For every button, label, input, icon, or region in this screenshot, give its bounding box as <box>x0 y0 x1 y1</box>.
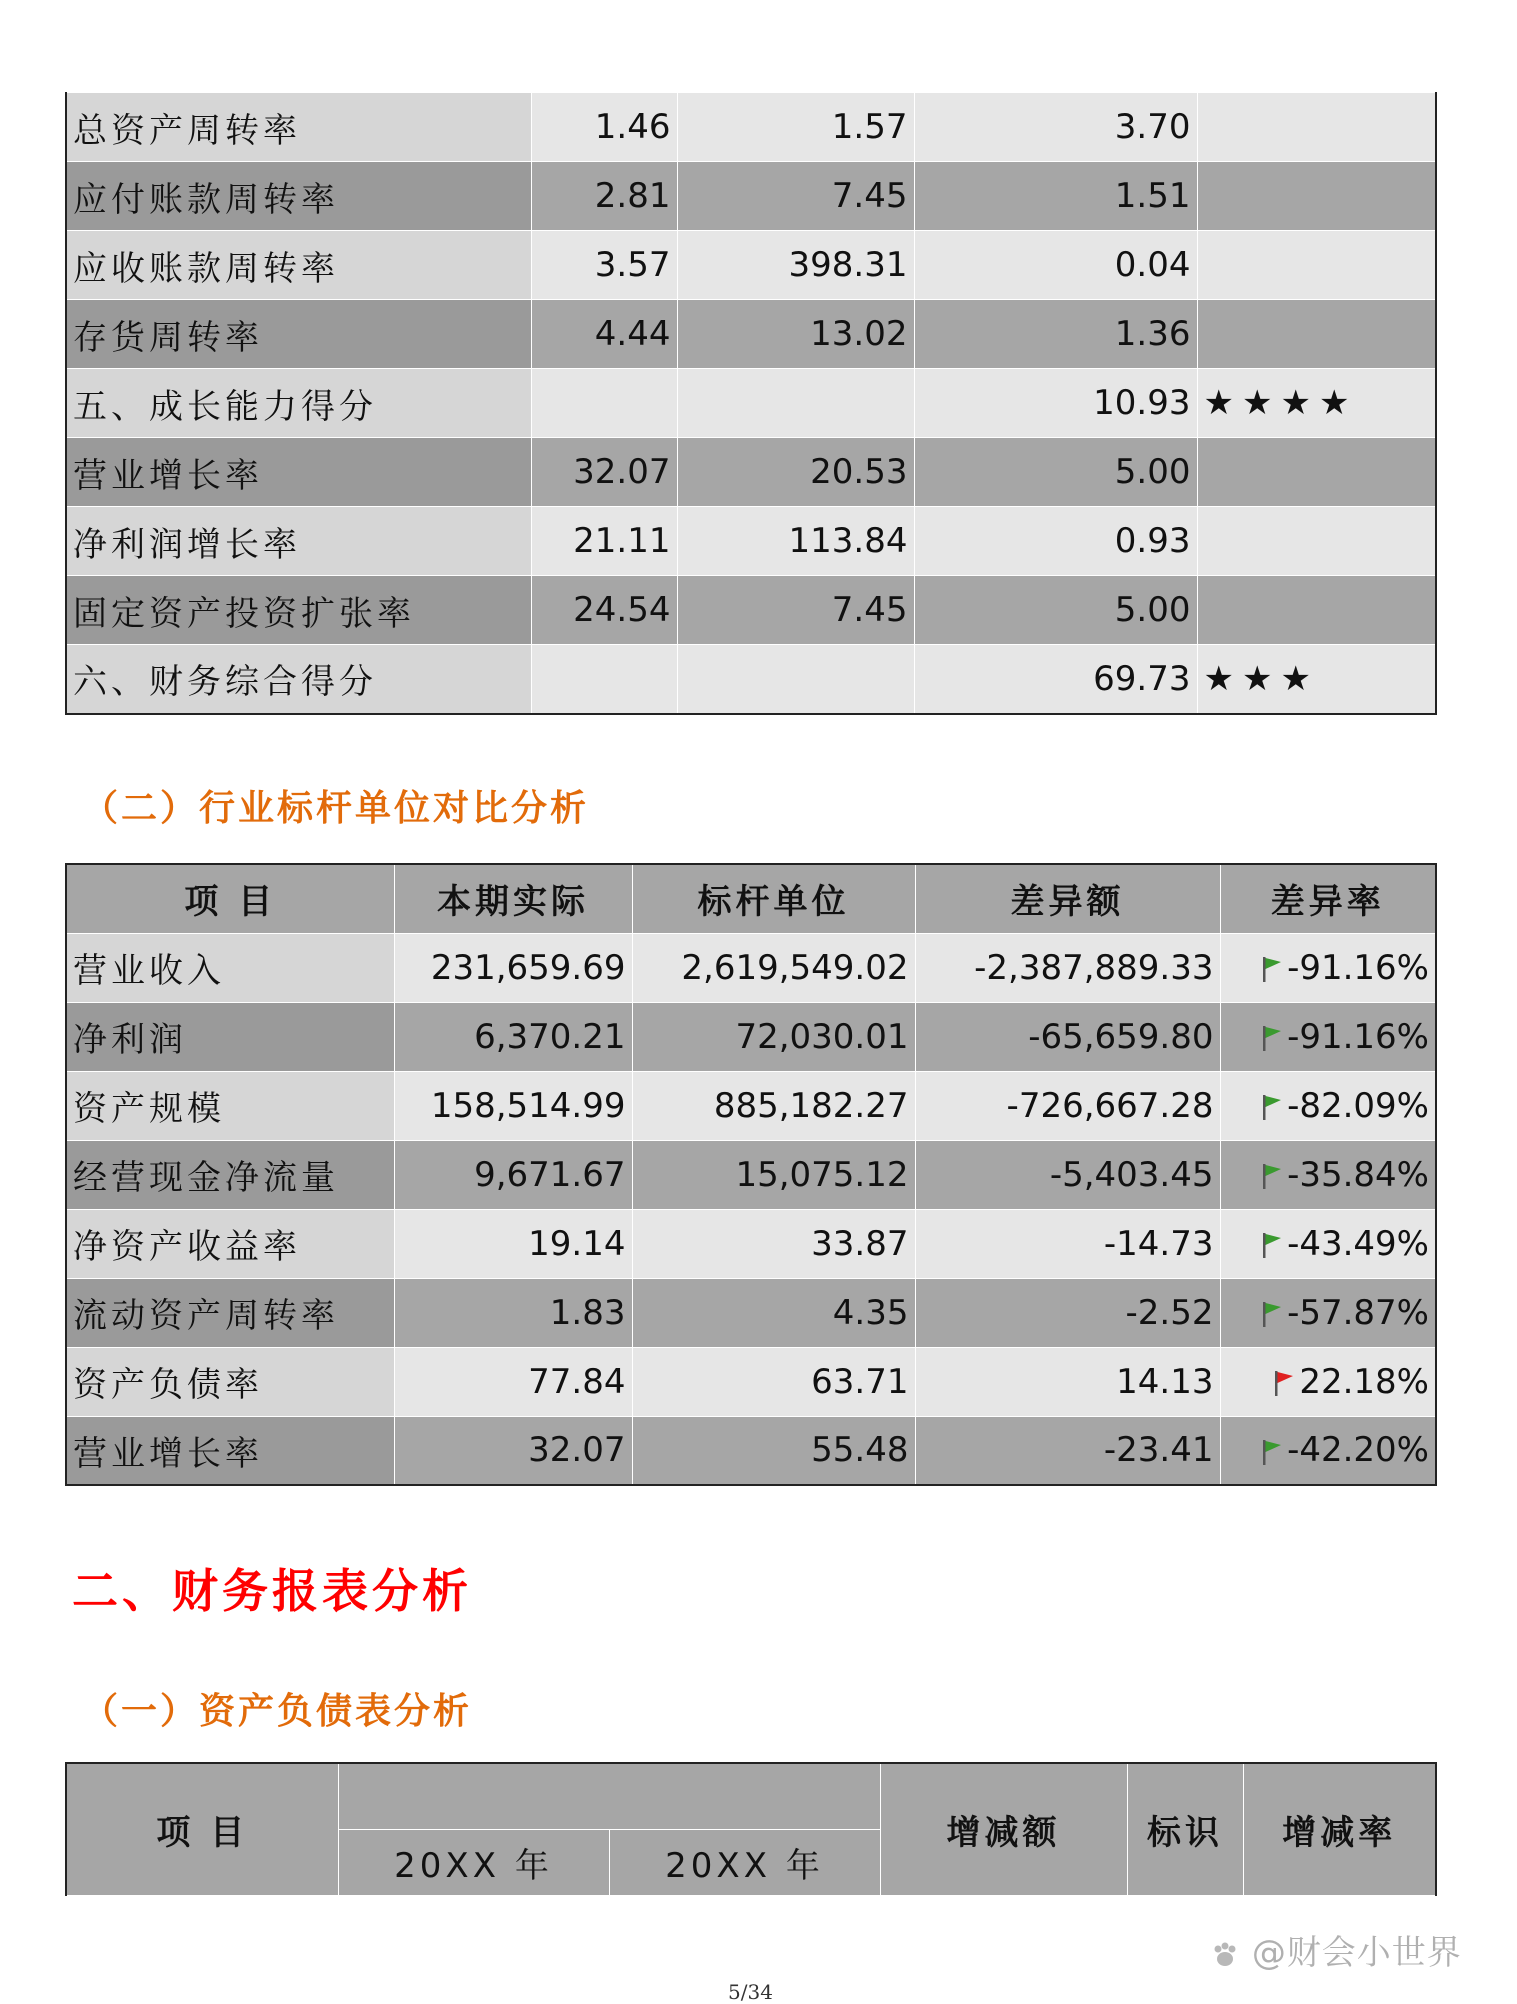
green-flag-icon <box>1259 1230 1285 1260</box>
star-rating: ★★★★ <box>1197 369 1436 438</box>
green-flag-icon <box>1259 954 1285 984</box>
difference-rate-value: -42.20% <box>1287 1430 1429 1471</box>
actual-cell: 1.83 <box>394 1278 632 1347</box>
difference-rate-cell <box>1220 1209 1436 1278</box>
watermark-text: @财会小世界 <box>1251 1933 1462 1973</box>
score-cell: 69.73 <box>914 645 1197 714</box>
difference-rate-value: 22.18% <box>1299 1361 1429 1402</box>
row-label: 存货周转率 <box>66 300 531 369</box>
table-row <box>66 576 1436 645</box>
balance-header-year-2: 20XX 年 <box>609 1829 880 1895</box>
actual-cell: 231,659.69 <box>394 933 632 1002</box>
financial-statements-heading: 二、财务报表分析 <box>72 1564 472 1618</box>
actual-cell: 32.07 <box>394 1416 632 1485</box>
benchmark-section-heading: （二）行业标杆单位对比分析 <box>82 788 590 829</box>
green-flag-icon <box>1259 1161 1285 1191</box>
difference-rate-value: -91.16% <box>1287 1016 1429 1057</box>
balance-header-year-1: 20XX 年 <box>338 1829 609 1895</box>
star-rating <box>1197 231 1436 300</box>
balance-header-row-1 <box>66 1763 1436 1829</box>
difference-rate-value: -91.16% <box>1287 947 1429 988</box>
actual-cell: 6,370.21 <box>394 1002 632 1071</box>
row-label: 营业增长率 <box>66 438 531 507</box>
value-cell-1: 21.11 <box>531 507 677 576</box>
benchmark-cell: 33.87 <box>632 1209 915 1278</box>
header-actual: 本期实际 <box>394 864 632 933</box>
difference-rate-cell <box>1220 1071 1436 1140</box>
difference-cell: 14.13 <box>915 1347 1220 1416</box>
green-flag-icon <box>1259 1023 1285 1053</box>
difference-cell: -2,387,889.33 <box>915 933 1220 1002</box>
page-number: 5/34 <box>728 1980 773 2004</box>
table-row <box>66 1071 1436 1140</box>
value-cell-1: 32.07 <box>531 438 677 507</box>
table-row <box>66 300 1436 369</box>
balance-header-indicator: 标识 <box>1127 1763 1243 1895</box>
benchmark-cell: 63.71 <box>632 1347 915 1416</box>
value-cell-1: 4.44 <box>531 300 677 369</box>
star-rating <box>1197 300 1436 369</box>
row-label: 总资产周转率 <box>66 93 531 162</box>
benchmark-comparison-table <box>65 863 1437 1486</box>
difference-rate-cell <box>1220 933 1436 1002</box>
row-label: 营业收入 <box>66 933 394 1002</box>
score-cell: 3.70 <box>914 93 1197 162</box>
star-rating <box>1197 438 1436 507</box>
difference-rate-value: -82.09% <box>1287 1085 1429 1126</box>
benchmark-cell: 72,030.01 <box>632 1002 915 1071</box>
table-row <box>66 231 1436 300</box>
benchmark-cell: 4.35 <box>632 1278 915 1347</box>
difference-cell: -14.73 <box>915 1209 1220 1278</box>
table-row <box>66 1416 1436 1485</box>
benchmark-cell: 2,619,549.02 <box>632 933 915 1002</box>
table-row <box>66 933 1436 1002</box>
actual-cell: 9,671.67 <box>394 1140 632 1209</box>
ratio-score-table <box>65 92 1437 715</box>
value-cell-1 <box>531 369 677 438</box>
star-rating: ★★★ <box>1197 645 1436 714</box>
row-label: 五、成长能力得分 <box>66 369 531 438</box>
benchmark-cell: 15,075.12 <box>632 1140 915 1209</box>
row-label: 净利润增长率 <box>66 507 531 576</box>
header-difference: 差异额 <box>915 864 1220 933</box>
green-flag-icon <box>1259 1299 1285 1329</box>
row-label: 净利润 <box>66 1002 394 1071</box>
score-cell: 5.00 <box>914 576 1197 645</box>
table-row <box>66 369 1436 438</box>
value-cell-2: 7.45 <box>677 576 914 645</box>
star-rating <box>1197 576 1436 645</box>
value-cell-1 <box>531 645 677 714</box>
row-label: 应收账款周转率 <box>66 231 531 300</box>
table-row <box>66 1209 1436 1278</box>
row-label: 营业增长率 <box>66 1416 394 1485</box>
star-rating <box>1197 93 1436 162</box>
star-rating <box>1197 507 1436 576</box>
difference-rate-cell <box>1220 1002 1436 1071</box>
table-row <box>66 438 1436 507</box>
table-row <box>66 1140 1436 1209</box>
difference-cell: -65,659.80 <box>915 1002 1220 1071</box>
benchmark-header-row <box>66 864 1436 933</box>
benchmark-cell: 55.48 <box>632 1416 915 1485</box>
benchmark-cell: 885,182.27 <box>632 1071 915 1140</box>
difference-rate-cell <box>1220 1140 1436 1209</box>
header-benchmark: 标杆单位 <box>632 864 915 933</box>
table-row <box>66 507 1436 576</box>
score-cell: 10.93 <box>914 369 1197 438</box>
green-flag-icon <box>1259 1437 1285 1467</box>
value-cell-2: 7.45 <box>677 162 914 231</box>
balance-header-change-amount: 增减额 <box>880 1763 1127 1895</box>
header-item: 项 目 <box>66 864 394 933</box>
row-label: 流动资产周转率 <box>66 1278 394 1347</box>
value-cell-2: 398.31 <box>677 231 914 300</box>
table-row <box>66 1347 1436 1416</box>
value-cell-1: 2.81 <box>531 162 677 231</box>
watermark <box>1210 1925 1462 1974</box>
balance-header-year-group <box>338 1763 880 1829</box>
header-difference-rate: 差异率 <box>1220 864 1436 933</box>
value-cell-2: 113.84 <box>677 507 914 576</box>
difference-cell: -2.52 <box>915 1278 1220 1347</box>
table-row <box>66 645 1436 714</box>
row-label: 固定资产投资扩张率 <box>66 576 531 645</box>
difference-rate-value: -43.49% <box>1287 1223 1429 1264</box>
row-label: 资产规模 <box>66 1071 394 1140</box>
row-label: 六、财务综合得分 <box>66 645 531 714</box>
difference-cell: -23.41 <box>915 1416 1220 1485</box>
score-cell: 0.04 <box>914 231 1197 300</box>
balance-sheet-section-heading: （一）资产负债表分析 <box>82 1691 473 1732</box>
difference-cell: -726,667.28 <box>915 1071 1220 1140</box>
balance-header-item: 项 目 <box>66 1763 338 1895</box>
difference-rate-cell <box>1220 1416 1436 1485</box>
benchmark-table-body <box>66 933 1436 1485</box>
actual-cell: 158,514.99 <box>394 1071 632 1140</box>
difference-rate-cell <box>1220 1278 1436 1347</box>
table-row <box>66 162 1436 231</box>
value-cell-1: 1.46 <box>531 93 677 162</box>
paw-icon <box>1210 1940 1240 1970</box>
value-cell-2: 20.53 <box>677 438 914 507</box>
value-cell-2: 1.57 <box>677 93 914 162</box>
value-cell-2: 13.02 <box>677 300 914 369</box>
value-cell-2 <box>677 369 914 438</box>
row-label: 资产负债率 <box>66 1347 394 1416</box>
difference-rate-cell <box>1220 1347 1436 1416</box>
red-flag-icon <box>1271 1368 1297 1398</box>
green-flag-icon <box>1259 1092 1285 1122</box>
table-row <box>66 93 1436 162</box>
difference-cell: -5,403.45 <box>915 1140 1220 1209</box>
actual-cell: 19.14 <box>394 1209 632 1278</box>
score-cell: 1.51 <box>914 162 1197 231</box>
score-cell: 5.00 <box>914 438 1197 507</box>
difference-rate-value: -35.84% <box>1287 1154 1429 1195</box>
star-rating <box>1197 162 1436 231</box>
balance-sheet-table <box>65 1762 1437 1896</box>
value-cell-1: 3.57 <box>531 231 677 300</box>
score-cell: 1.36 <box>914 300 1197 369</box>
ratio-score-table-body <box>66 93 1436 714</box>
row-label: 净资产收益率 <box>66 1209 394 1278</box>
score-cell: 0.93 <box>914 507 1197 576</box>
row-label: 应付账款周转率 <box>66 162 531 231</box>
row-label: 经营现金净流量 <box>66 1140 394 1209</box>
actual-cell: 77.84 <box>394 1347 632 1416</box>
table-row <box>66 1002 1436 1071</box>
difference-rate-value: -57.87% <box>1287 1292 1429 1333</box>
value-cell-2 <box>677 645 914 714</box>
value-cell-1: 24.54 <box>531 576 677 645</box>
balance-header-change-rate: 增减率 <box>1243 1763 1436 1895</box>
table-row <box>66 1278 1436 1347</box>
